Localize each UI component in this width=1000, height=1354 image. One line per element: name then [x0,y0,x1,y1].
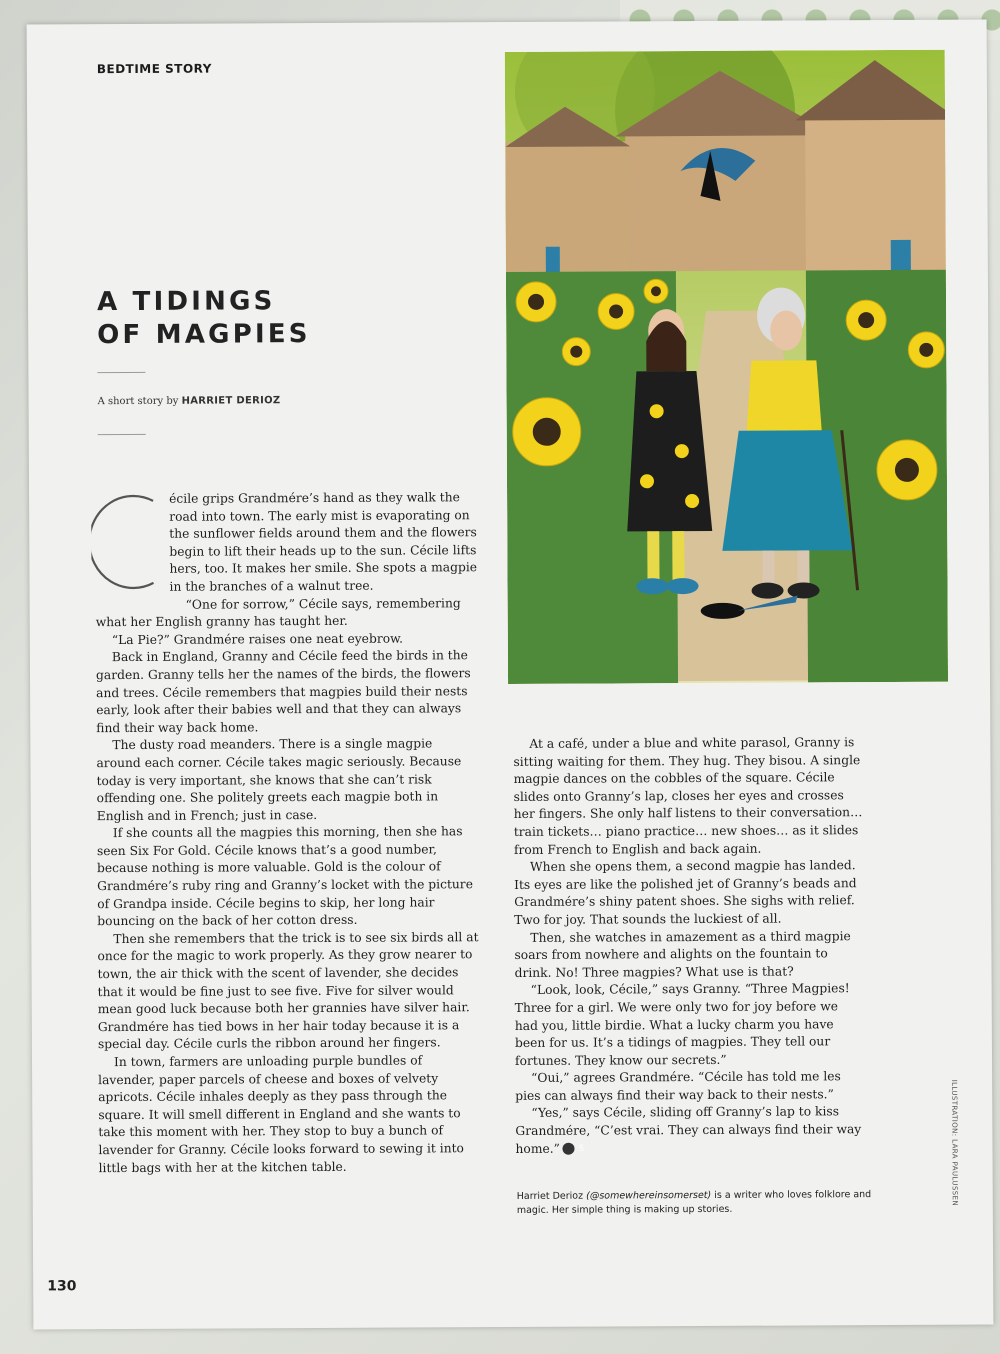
paragraph: At a café, under a blue and white parasol, Granny is sitting waiting for them. They hug. They bisou. A single magpie dances on the cobbles of the square. Cécile slides onto Granny’s lap, closes her eyes and crosses her fingers. She only half listens to their conversation… train tickets… piano practice… new shoes… as it slides from French to English and back again. [513,735,863,857]
paragraph: “La Pie?” Grandmére raises one neat eyebrow. [111,631,404,647]
paragraph: In town, farmers are unloading purple bundles of lavender, paper parcels of cheese and boxes of velvety apricots. Cécile inhales deeply as they pass through the square. It will smell different in England and she wants to take this moment with her. They stop to buy a bunch of lavender for Granny. Cécile looks forward to sewing it into little bags with her at the kitchen table. [98,1053,464,1175]
paragraph: The dusty road meanders. There is a single magpie around each corner. Cécile takes magic seriously. Because today is very important, she knows that she can’t risk offending one. She politely greets each magpie both in English and in French; just in case. [96,736,462,823]
paragraph [515,1104,865,1159]
paragraph: “Oui,” agrees Grandmére. “Cécile has told me les pies can always find their way back to their nests.” [515,1069,841,1103]
bio-text: is a writer who loves folklore and magic. Her simple thing is making up stories. [516,1189,872,1216]
magazine-page [27,19,994,1329]
paragraph: Then, she watches in amazement as a third magpie soars from nowhere and alights on the fountain to drink. No! Three magpies? What use is that? [514,928,851,980]
byline [98,395,281,407]
title-rule [97,372,145,373]
paragraph: When she opens them, a second magpie has landed. Its eyes are like the polished jet of Granny’s beads and Grandmére’s shiny patent shoes. She sighs with relief. Two for joy. That sounds the luckiest of all. [514,858,857,927]
story-column-right [513,734,865,1158]
story-column-left [95,489,481,1177]
author-bio [517,1188,877,1218]
byline-rule [98,434,146,435]
illustration-credit: ILLUSTRATION: LARA PAULUSSEN [950,1079,959,1207]
paragraph: If she counts all the magpies this morning, then she has seen Six For Gold. Cécile knows that’s a good number, because nothing is more valuable. Gold is the colour of Grandmére’s ruby ring and Granny’s locket with the picture of Grandpa inside. Cécile begins to skip, her long hair bouncing on the back of her cotton dress. [96,824,473,929]
paragraph: “One for sorrow,” Cécile says, remembering what her English granny has taught her. [95,595,461,630]
end-mark-icon: S [563,1143,575,1155]
page-number: 130 [47,1278,77,1295]
author-name: HARRIET DERIOZ [181,395,281,407]
paragraph: Then she remembers that the trick is to see six birds all at once for the magic to work properly. As they grow nearer to town, the air thick with the scent of lavender, she decides that it would be fine just to see five. Five for silver would mean good luck because both her grannies have silver hair. Grandmére has tied bows in her hair today because it is a special day. Cécile curls the ribbon around her fingers. [97,930,479,1052]
sunflower-illustration [505,50,948,684]
drop-cap [91,487,162,597]
bio-handle: (@somewhereinsomerset) [586,1189,712,1202]
title-line-1: A TIDINGS [96,286,276,318]
title-line-2: OF MAGPIES [97,319,311,351]
story-title [97,285,311,352]
bio-name: Harriet Derioz [516,1190,584,1202]
section-label: BEDTIME STORY [96,61,212,77]
paragraph: écile grips Grandmére’s hand as they walk the road into town. The early mist is evaporating on the sunflower fields around them and the flowers begin to lift their heads up to the sun. Cécile lifts hers, too. It makes her smile. She spots a magpie in the branches of a walnut tree. [169,490,478,594]
illustration-art [505,50,948,684]
byline-prefix: A short story by [97,395,179,408]
paragraph: “Look, look, Cécile,” says Granny. “Three Magpies! Three for a girl. We were only two for joy before we had you, little birdie. What a lucky charm you have been for us. It’s a tidings of magpies. They tell our fortunes. They know our secrets.” [514,981,850,1068]
paragraph: Back in England, Granny and Cécile feed the birds in the garden. Granny tells her the names of the birds, the flowers and trees. Cécile remembers that magpies build their nests early, look after their babies well and that they can always find their way back home. [95,648,471,735]
final-paragraph-text: “Yes,” says Cécile, sliding off Granny’s lap to kiss Grandmére, “C’est vrai. They can always find their way home.” [515,1104,862,1156]
